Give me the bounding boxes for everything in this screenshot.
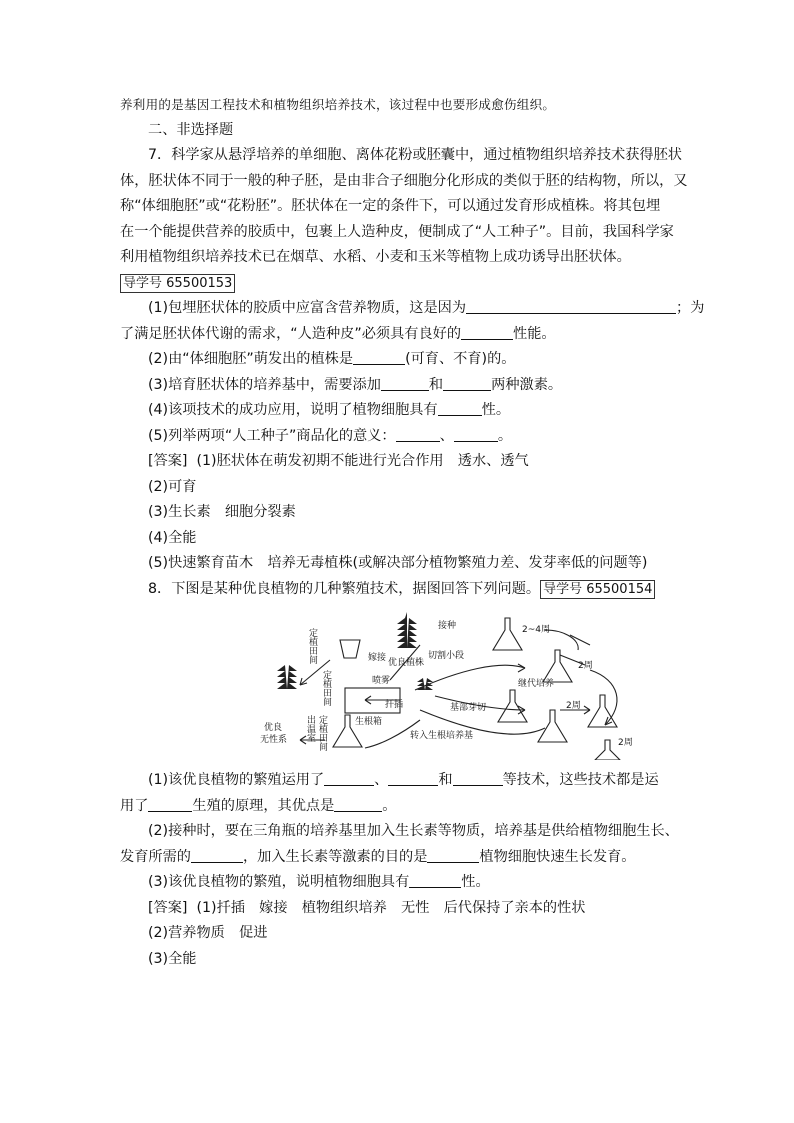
answer-blank[interactable] (636, 297, 676, 314)
q8-part1 (120, 768, 680, 794)
q8-part2: (2)接种时，要在三角瓶的培养基里加入生长素等物质，培养基是供给植物细胞生长、 (148, 823, 679, 839)
plant-icon-1b (407, 618, 417, 648)
q8-answer-2: (2)营养物质 促进 (148, 925, 268, 941)
q7-part1-text: ；为 (676, 300, 705, 316)
guide-number-ref[interactable]: 导学号 65500153 (120, 274, 235, 293)
plant-icon-2b (287, 665, 297, 689)
q7-line-4: 在一个能提供营养的胶质中，包裹上人造种皮，便制成了“人工种子”。目前，我国科学家 (120, 223, 674, 240)
q8-part3-text: 性。 (461, 874, 490, 890)
flask-5 (588, 695, 617, 727)
q7-line-5: 利用植物组织培养技术已在烟草、水稻、小麦和玉米等植物上成功诱导出胚状体。 (120, 249, 631, 265)
document-page (120, 92, 705, 972)
q7-part3-text: 和 (428, 376, 444, 393)
label-shenggenxiang: 生根箱 (355, 717, 383, 727)
q8-part1-text: 和 (438, 772, 453, 788)
q7-part1-cont (120, 322, 680, 348)
q7-part1-text: 了满足胚状体代谢的需求，“人造种皮”必须具有良好的 (120, 325, 462, 342)
label-chuwenshi: 出温室 (305, 715, 315, 742)
propagation-diagram (260, 610, 640, 760)
label-inoculate: 接种 (438, 621, 457, 631)
answer-blank[interactable] (396, 425, 440, 442)
q8-part3-text: (3)该优良植物的繁殖，说明植物细胞具有 (148, 874, 410, 890)
answer-tag: [答案] (148, 453, 188, 469)
q8-answer-3: (3)全能 (148, 950, 197, 967)
q7-part5-text: (5)列举两项“人工种子”商品化的意义： (148, 427, 396, 444)
q7-part5 (120, 424, 680, 450)
label-wuxing: 无性系 (260, 735, 288, 745)
q8-part1-text: 用了 (120, 797, 149, 814)
q8-part3 (120, 870, 680, 896)
section-heading: 二、非选择题 (148, 121, 234, 138)
q8-stem (120, 577, 680, 603)
flask-1 (493, 618, 522, 650)
q7-part3-text: 两种激素。 (491, 376, 563, 393)
q7-part4-text: 性。 (481, 402, 511, 418)
label-dingzhi3: 定植田间 (317, 715, 327, 751)
plant-icon-3b (425, 678, 433, 690)
label-penwu: 喷雾 (372, 676, 391, 686)
label-zhuanru: 转入生根培养基 (410, 731, 474, 741)
pot (340, 640, 360, 658)
answer-blank[interactable] (466, 297, 636, 314)
q7-part3 (120, 373, 680, 399)
q8-part1-text: 、 (374, 772, 389, 788)
q7-part3-text: (3)培育胚状体的培养基中，需要添加 (148, 376, 381, 393)
q7-line-1: 7．科学家从悬浮培养的单细胞、离体花粉或胚囊中，通过植物组织培养技术获得胚状 (148, 147, 682, 163)
answer-blank[interactable] (324, 769, 374, 786)
label-jidai: 继代培养 (518, 679, 555, 689)
q7-answer-1 (120, 449, 680, 475)
answer-blank[interactable] (427, 846, 479, 863)
q7-answer-3: (3)生长素 细胞分裂素 (148, 504, 296, 520)
answer-text: (1)扦插 嫁接 植物组织培养 无性 后代保持了亲本的性状 (196, 899, 586, 916)
answer-blank[interactable] (353, 348, 405, 365)
q7-part1 (120, 296, 705, 322)
label-jiajie: 嫁接 (368, 653, 387, 663)
arrow-path (570, 635, 590, 645)
answer-blank[interactable] (381, 374, 429, 391)
answer-blank[interactable] (453, 769, 503, 786)
answer-blank[interactable] (438, 399, 482, 416)
flask-4 (538, 710, 567, 742)
q7-part5-text: 、 (439, 427, 454, 444)
q8-part1-text: 等技术，这些技术都是运 (502, 772, 659, 788)
q7-ref-line (120, 271, 680, 297)
q8-part2-text: 植物细胞快速生长发育。 (479, 848, 636, 865)
label-2w-b: 2周 (566, 701, 581, 711)
flask-6 (595, 740, 620, 760)
q7-part4 (120, 398, 680, 424)
label-youliang: 优良植株 (388, 658, 425, 668)
paragraph-continuation: 养利用的是基因工程技术和植物组织培养技术，该过程中也要形成愈伤组织。 (120, 97, 556, 112)
q8-stem-text: 8．下图是某种优良植物的几种繁殖技术，据图回答下列问题。 (148, 580, 541, 597)
q8-part1-text: 生殖的原理，其优点是 (192, 797, 335, 814)
q8-answer-1 (120, 896, 680, 922)
guide-number-ref[interactable]: 导学号 65500154 (540, 580, 655, 599)
arrow-path (415, 665, 525, 690)
q7-part5-text: 。 (497, 427, 513, 444)
arrow-head (518, 664, 525, 672)
answer-blank[interactable] (388, 769, 438, 786)
q7-line-2: 体，胚状体不同于一般的种子胚，是由非合子细胞分化形成的类似于胚的结构物，所以，又 (120, 172, 688, 189)
q8-part2-text: 发育所需的 (120, 848, 191, 865)
label-qiege: 切割小段 (428, 651, 465, 661)
q7-part1-text: (1)包埋胚状体的胶质中应富含营养物质，这是因为 (148, 300, 467, 316)
label-dingzhi: 定植田间 (307, 628, 317, 664)
answer-blank[interactable] (409, 871, 461, 888)
q7-part4-text: (4)该项技术的成功应用，说明了植物细胞具有 (148, 402, 438, 418)
q8-part1-text: (1)该优良植物的繁殖运用了 (148, 772, 325, 788)
q7-answer-2: (2)可育 (148, 478, 197, 495)
label-youliang2: 优良 (264, 723, 283, 733)
label-2w-a: 2周 (578, 661, 593, 671)
q8-part2-cont (120, 845, 680, 871)
q8-part2-text: ，加入生长素等激素的目的是 (242, 848, 428, 865)
q7-part2-text: (可育、不育)的。 (405, 351, 516, 367)
answer-tag: [答案] (148, 899, 188, 916)
plant-icons (277, 612, 433, 690)
q8-part1-cont (120, 794, 680, 820)
q7-line-3: 称“体细胞胚”或“花粉胚”。胚状体在一定的条件下，可以通过发育形成植株。将其包埋 (120, 198, 661, 214)
plant-icon-1 (397, 612, 407, 648)
answer-blank[interactable] (148, 795, 192, 812)
q8-part1-text: 。 (382, 797, 397, 814)
label-jidiqie: 基部芽切 (450, 703, 487, 713)
label-qiancha: 扦插 (385, 700, 404, 710)
plant-icon-2 (277, 665, 287, 689)
label-2w-c: 2周 (618, 738, 633, 748)
flask-3 (498, 690, 527, 722)
label-dingzhi2: 定植田间 (321, 670, 331, 706)
label-weeks24: 2~4周 (522, 625, 550, 635)
answer-blank[interactable] (454, 425, 498, 442)
q7-part2 (120, 347, 680, 373)
answer-blank[interactable] (461, 323, 513, 340)
answer-blank[interactable] (334, 795, 382, 812)
answer-blank[interactable] (443, 374, 491, 391)
answer-text: (1)胚状体在萌发初期不能进行光合作用 透水、透气 (196, 453, 529, 469)
q7-answer-5: (5)快速繁育苗木 培养无毒植株(或解决部分植物繁殖力差、发芽率低的问题等) (148, 555, 648, 571)
q7-part1-text: 性能。 (513, 325, 556, 342)
q7-answer-4: (4)全能 (148, 529, 197, 546)
answer-blank[interactable] (191, 846, 243, 863)
q7-part2-text: (2)由“体细胞胚”萌发出的植株是 (148, 351, 354, 367)
